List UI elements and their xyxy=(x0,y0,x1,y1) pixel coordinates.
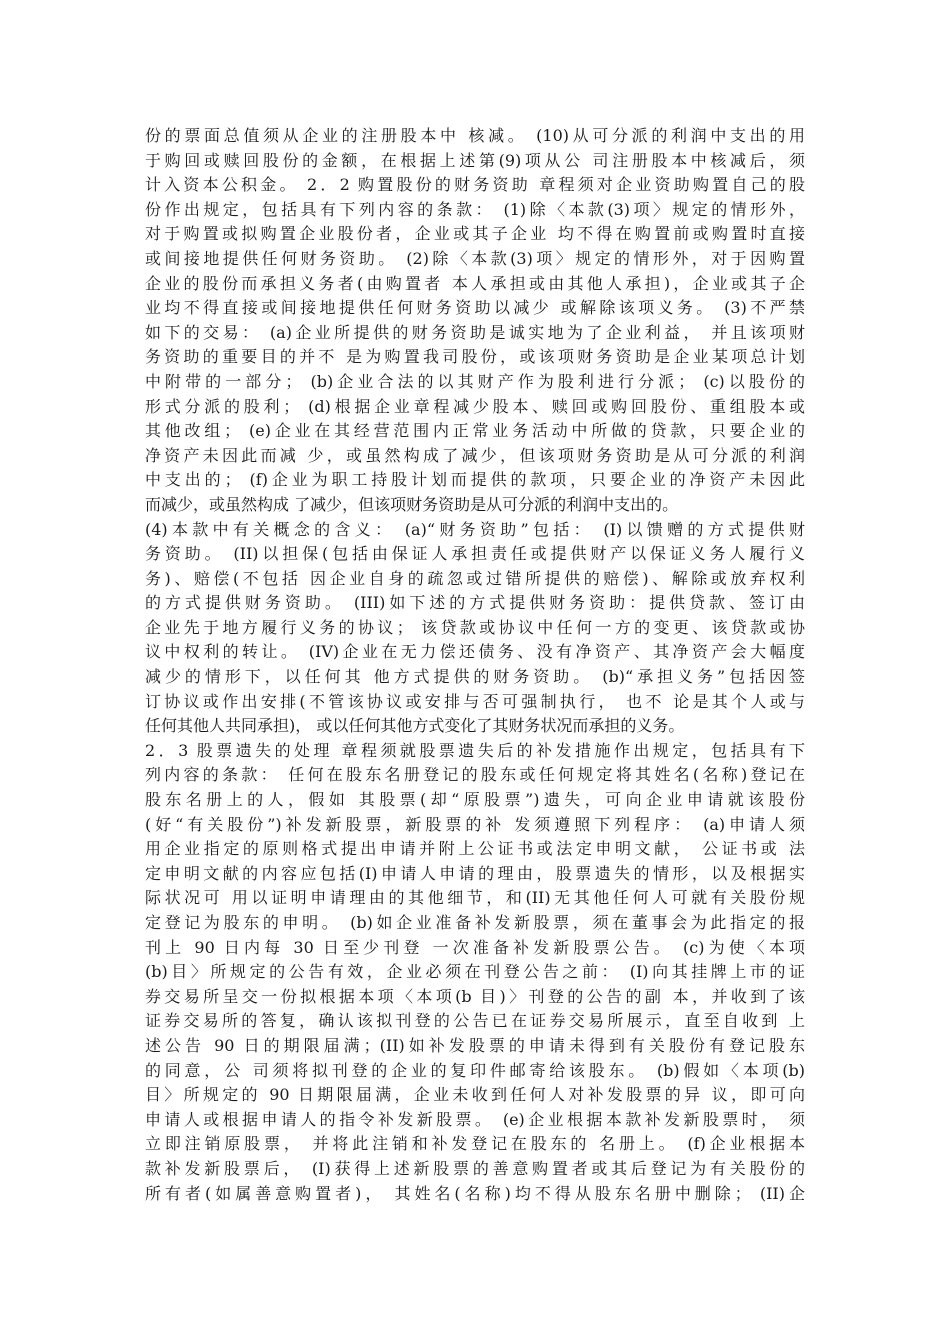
text-line: 证券交易所的答复，确认该拟刊登的公告已在证券交易所展示，直至自收到 上 xyxy=(145,1011,805,1031)
text-line: 股东名册上的人，假如 其股票(却“原股票”)遗失，可向企业申请就该股份 xyxy=(145,790,805,810)
text-line: 申请人或根据申请人的指令补发新股票。 (e)企业根据本款补发新股票时， 须 xyxy=(145,1109,805,1129)
text-line: 计入资本公积金。 2．2 购置股份的财务资助 章程须对企业资助购置自己的股 xyxy=(145,175,805,195)
text-line: 务资助的重要目的并不 是为购置我司股份，或该项财务资助是企业某项总计划 xyxy=(145,347,805,367)
text-line: 券交易所呈交一份拟根据本项〈本项(b 目)〉刊登的公告的副 本，并收到了该 xyxy=(145,986,805,1006)
text-line: 如下的交易： (a)企业所提供的财务资助是诚实地为了企业利益， 并且该项财 xyxy=(145,322,805,342)
text-line: 目〉所规定的 90 日期限届满，企业未收到任何人对补发股票的异 议，即可向 xyxy=(145,1085,805,1105)
text-line: 而减少，或虽然构成 了减少，但该项财务资助是从可分派的利润中支出的。 xyxy=(145,494,679,514)
document-body-text xyxy=(145,124,805,1206)
text-line: 立即注销原股票， 并将此注销和补发登记在股东的 名册上。 (f)企业根据本 xyxy=(145,1134,805,1154)
text-line: (b)目〉所规定的公告有效，企业必须在刊登公告之前： (I)向其挂牌上市的证 xyxy=(145,962,805,982)
text-line: 对于购置或拟购置企业股份者，企业或其子企业 均不得在购置前或购置时直接 xyxy=(145,224,805,244)
text-line: 务)、赔偿(不包括 因企业自身的疏忽或过错所提供的赔偿)、解除或放弃权利 xyxy=(145,568,805,588)
text-line: (好“有关股份”)补发新股票，新股票的补 发须遵照下列程序： (a)申请人须 xyxy=(145,814,805,834)
text-line: 任何其他人共同承担)， 或以任何其他方式变化了其财务状况而承担的义务。 xyxy=(145,716,685,736)
text-line: 款补发新股票后， (I)获得上述新股票的善意购置者或其后登记为有关股份的 xyxy=(145,1158,805,1178)
text-line: 务资助。 (II)以担保(包括由保证人承担责任或提供财产以保证义务人履行义 xyxy=(145,544,805,564)
text-line: 所有者(如属善意购置者)， 其姓名(名称)均不得从股东名册中删除； (II)企 xyxy=(145,1183,805,1203)
text-line: 议中权利的转让。 (IV)企业在无力偿还债务、没有净资产、其净资产会大幅度 xyxy=(145,642,805,662)
text-line: 中附带的一部分； (b)企业合法的以其财产作为股利进行分派； (c)以股份的 xyxy=(145,371,805,391)
text-line: 减少的情形下，以任何其 他方式提供的财务资助。 (b)“承担义务”包括因签 xyxy=(145,667,805,687)
text-line: 其他改组； (e)企业在其经营范围内正常业务活动中所做的贷款，只要企业的 xyxy=(145,421,805,441)
text-line: 列内容的条款： 任何在股东名册登记的股东或任何规定将其姓名(名称)登记在 xyxy=(145,765,805,785)
text-line: 定申明文献的内容应包括(I)申请人申请的理由，股票遗失的情形，以及根据实 xyxy=(145,863,805,883)
text-line: 净资产未因此而减 少，或虽然构成了减少，但该项财务资助是从可分派的利润 xyxy=(145,445,805,465)
text-line: 份的票面总值须从企业的注册股本中 核减。 (10)从可分派的利润中支出的用 xyxy=(145,126,805,145)
text-line: 份作出规定，包括具有下列内容的条款： (1)除〈本款(3)项〉规定的情形外， xyxy=(145,199,805,219)
text-line: 或间接地提供任何财务资助。 (2)除〈本款(3)项〉规定的情形外，对于因购置 xyxy=(145,248,805,268)
text-line: 业均不得直接或间接地提供任何财务资助以减少 或解除该项义务。 (3)不严禁 xyxy=(145,298,805,318)
text-line: (4)本款中有关概念的含义： (a)“财务资助”包括： (I)以馈赠的方式提供财 xyxy=(145,519,805,539)
text-line: 述公告 90 日的期限届满；(II)如补发股票的申请未得到有关股份有登记股东 xyxy=(145,1035,805,1055)
text-line: 企业先于地方履行义务的协议； 该贷款或协议中任何一方的变更、该贷款或协 xyxy=(145,617,805,637)
text-line: 际状况可 用以证明申请理由的其他细节，和(II)无其他任何人可就有关股份规 xyxy=(145,888,805,908)
text-line: 的同意，公 司须将拟刊登的企业的复印件邮寄给该股东。 (b)假如〈本项(b) xyxy=(145,1060,805,1080)
text-line: 的方式提供财务资助。 (III)如下述的方式提供财务资助：提供贷款、签订由 xyxy=(145,593,805,613)
text-line: 2．3 股票遗失的处理 章程须就股票遗失后的补发措施作出规定，包括具有下 xyxy=(145,740,805,760)
text-line: 刊上 90 日内每 30 日至少刊登 一次准备补发新股票公告。 (c)为使〈本项 xyxy=(145,937,805,957)
text-line: 形式分派的股利； (d)根据企业章程减少股本、赎回或购回股份、重组股本或 xyxy=(145,396,805,416)
text-line: 于购回或赎回股份的金额，在根据上述第(9)项从公 司注册股本中核减后，须 xyxy=(145,150,805,170)
text-line: 定登记为股东的申明。 (b)如企业准备补发新股票，须在董事会为此指定的报 xyxy=(145,913,805,932)
text-line: 企业的股份而承担义务者(由购置者 本人承担或由其他人承担)，企业或其子企 xyxy=(145,273,805,293)
text-line: 用企业指定的原则格式提出申请并附上公证书或法定申明文献， 公证书或 法 xyxy=(145,839,805,859)
text-line: 订协议或作出安排(不管该协议或安排与否可强制执行， 也不 论是其个人或与 xyxy=(145,691,805,711)
text-line: 中支出的； (f)企业为职工持股计划而提供的款项，只要企业的净资产未因此 xyxy=(145,470,805,490)
